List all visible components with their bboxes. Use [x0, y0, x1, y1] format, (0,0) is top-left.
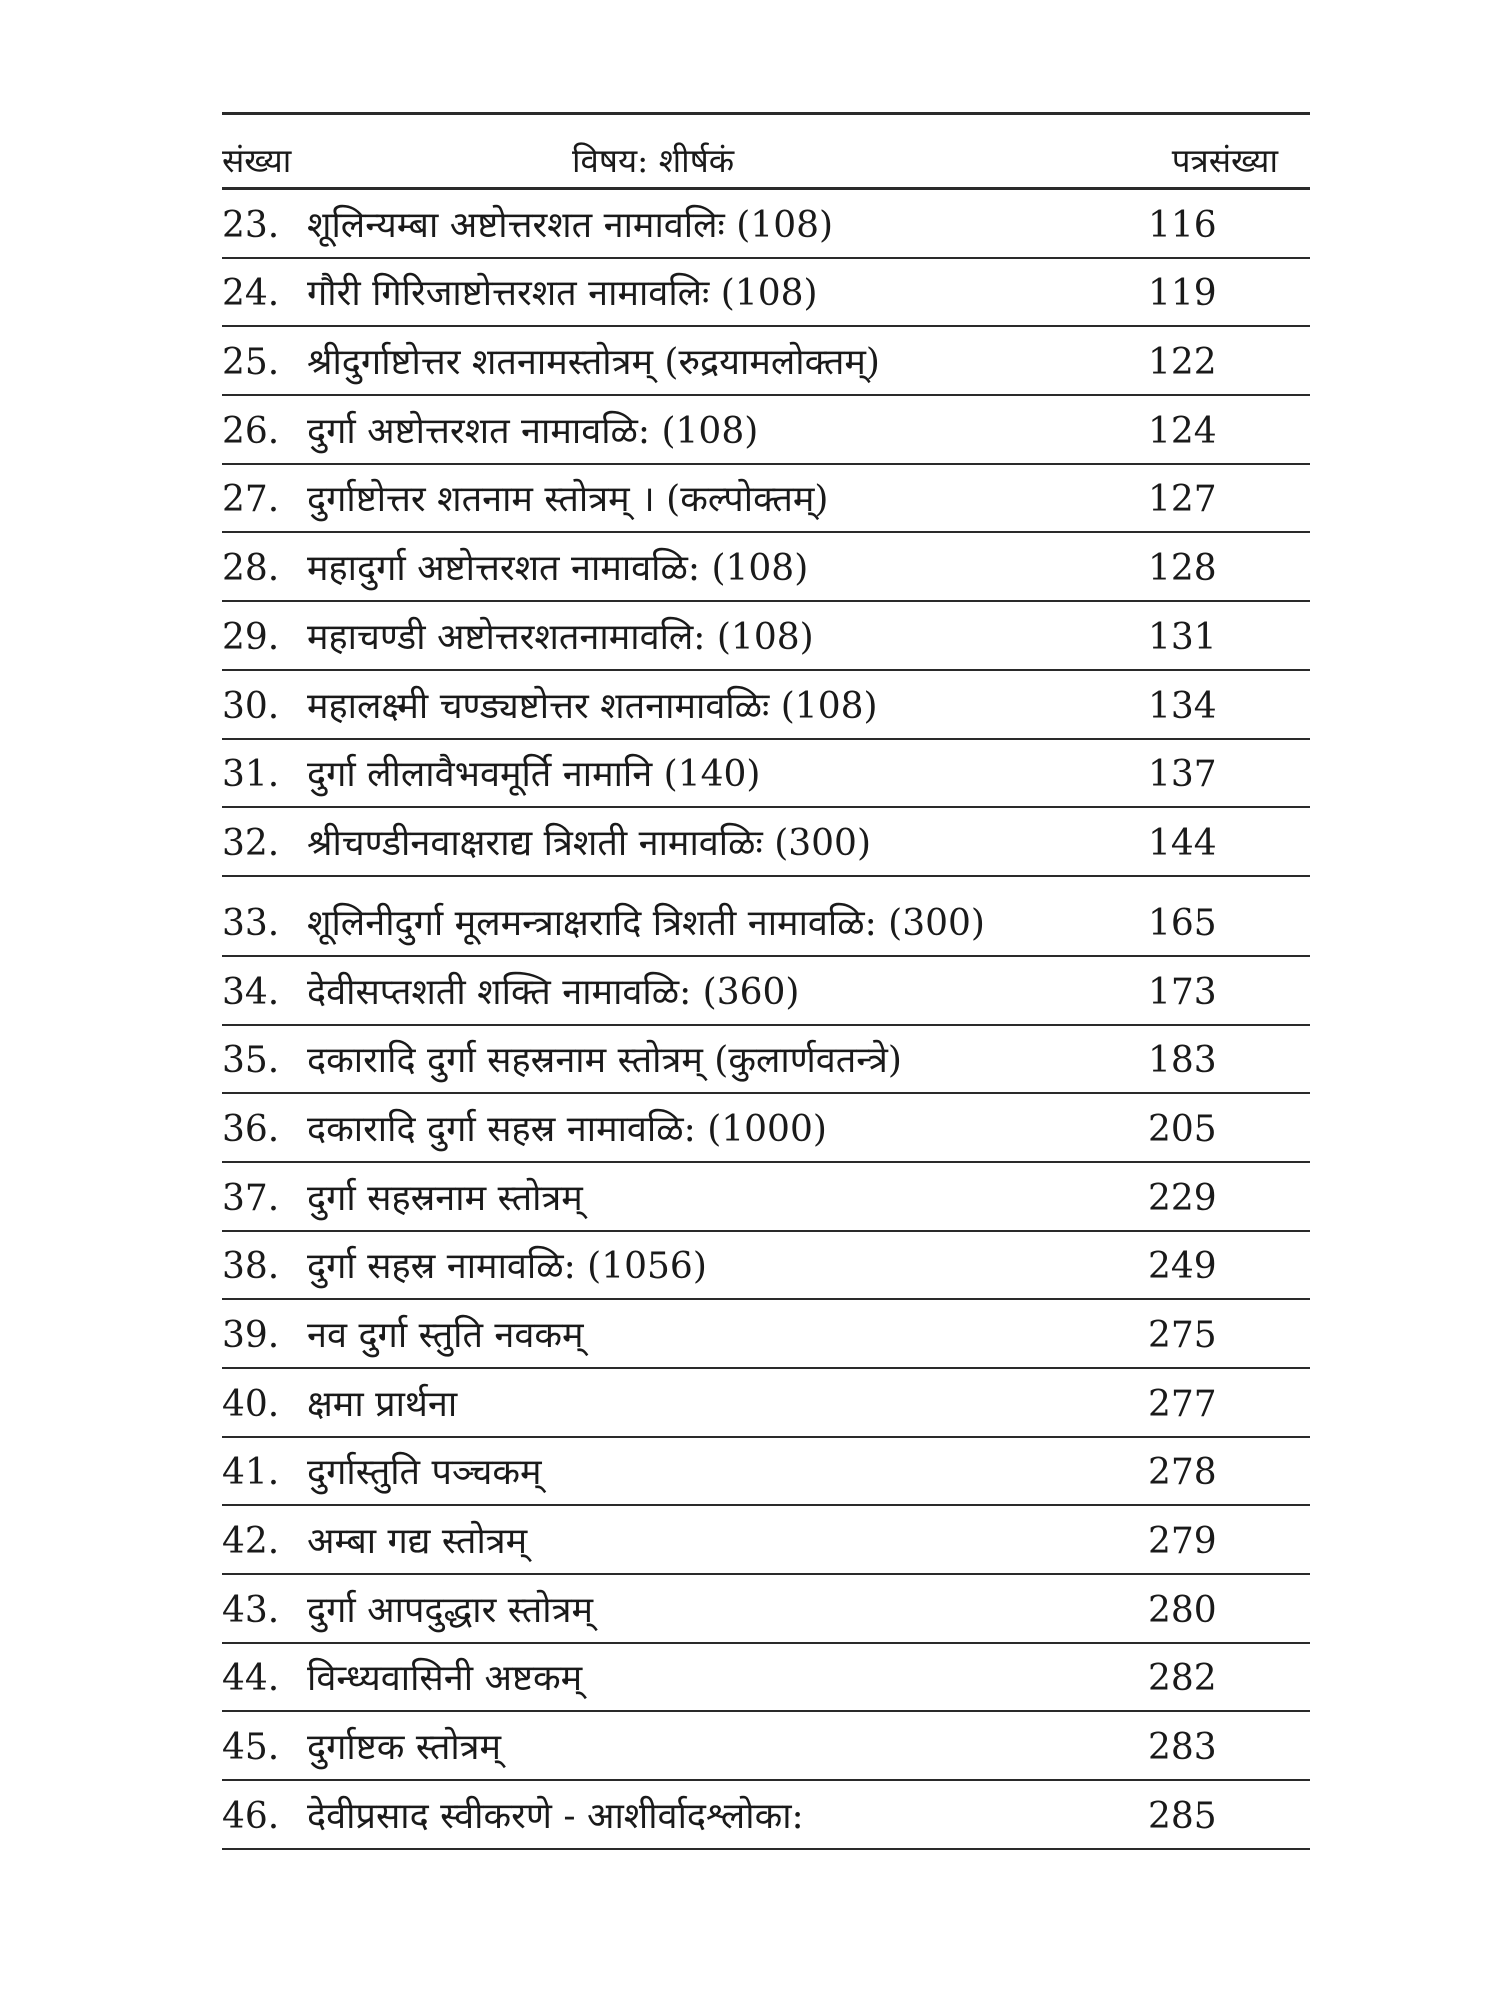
entry-title: श्रीदुर्गाष्टोत्तर शतनामस्तोत्रम् (रुद्रयामलोक्तम्): [307, 342, 880, 384]
entry-title: दुर्गाष्टोत्तर शतनाम स्तोत्रम् । (कल्पोक्तम्): [307, 479, 829, 521]
entry-number: 35.: [222, 1040, 280, 1082]
entry-title: दुर्गा सहस्रनाम स्तोत्रम्: [307, 1177, 583, 1219]
entry-page: 275: [1148, 1315, 1217, 1356]
entry-title: दुर्गा आपदुद्धार स्तोत्रम्: [307, 1589, 594, 1631]
entry-title: दकारादि दुर्गा सहस्र नामावळि: (1000): [307, 1108, 827, 1150]
table-row: [222, 671, 1310, 740]
entry-page: 124: [1148, 410, 1217, 452]
entry-page: 277: [1148, 1383, 1217, 1425]
entry-page: 137: [1148, 754, 1217, 796]
table-header: [222, 137, 1310, 190]
entry-title: दुर्गा सहस्र नामावळि: (1056): [307, 1246, 707, 1288]
table-row: [222, 1644, 1310, 1713]
entry-page: 280: [1148, 1589, 1217, 1631]
table-row: [222, 1781, 1310, 1850]
table-row: [222, 327, 1310, 396]
entry-number: 29.: [222, 616, 280, 658]
entry-page: 279: [1148, 1521, 1217, 1563]
table-row: [222, 1369, 1310, 1438]
table-row: [222, 1438, 1310, 1507]
entry-title: नव दुर्गा स्तुति नवकम्: [307, 1315, 584, 1356]
table-row: [222, 1232, 1310, 1301]
entry-number: 44.: [222, 1658, 280, 1700]
entry-title: श्रीचण्डीनवाक्षराद्य त्रिशती नामावळिः (300): [307, 822, 871, 864]
table-row: [222, 190, 1310, 259]
entry-page: 165: [1148, 902, 1217, 944]
table-row: [222, 1506, 1310, 1575]
entry-title: देवीसप्तशती शक्ति नामावळि: (360): [307, 971, 800, 1013]
entry-title: गौरी गिरिजाष्टोत्तरशत नामावलिः (108): [307, 273, 818, 315]
entry-title: अम्बा गद्य स्तोत्रम्: [307, 1521, 528, 1563]
table-row: [222, 1026, 1310, 1095]
header-number: संख्या: [222, 141, 292, 180]
entry-number: 26.: [222, 410, 280, 452]
entry-title: दकारादि दुर्गा सहस्रनाम स्तोत्रम् (कुलार्णवतन्त्रे): [307, 1040, 902, 1082]
entry-title: विन्ध्यवासिनी अष्टकम्: [307, 1658, 583, 1700]
table-of-contents: [222, 112, 1310, 1850]
entry-number: 32.: [222, 822, 280, 864]
entry-number: 45.: [222, 1727, 280, 1769]
entry-number: 36.: [222, 1108, 280, 1150]
entry-page: 249: [1148, 1246, 1217, 1288]
table-row: [222, 602, 1310, 671]
entry-number: 31.: [222, 754, 280, 796]
entry-page: 131: [1148, 616, 1217, 658]
header-page: पत्रसंख्या: [1171, 141, 1278, 180]
entry-title: देवीप्रसाद स्वीकरणे - आशीर्वादश्लोका:: [307, 1795, 804, 1837]
entry-page: 183: [1148, 1040, 1217, 1082]
table-row: [222, 1094, 1310, 1163]
entry-number: 24.: [222, 273, 280, 315]
entry-page: 119: [1148, 273, 1217, 315]
table-row: [222, 957, 1310, 1026]
entry-page: 173: [1148, 971, 1217, 1013]
entry-number: 30.: [222, 685, 280, 727]
entry-number: 34.: [222, 971, 280, 1013]
entry-number: 28.: [222, 548, 280, 590]
table-row: [222, 740, 1310, 809]
entry-page: 278: [1148, 1452, 1217, 1494]
table-row: [222, 877, 1310, 957]
entry-title: महाचण्डी अष्टोत्तरशतनामावलि: (108): [307, 616, 814, 658]
entry-number: 40.: [222, 1383, 280, 1425]
entry-number: 39.: [222, 1315, 280, 1356]
entry-title: महादुर्गा अष्टोत्तरशत नामावळि: (108): [307, 548, 809, 590]
entry-page: 283: [1148, 1727, 1217, 1769]
entry-title: दुर्गा अष्टोत्तरशत नामावळि: (108): [307, 410, 759, 452]
entry-number: 43.: [222, 1589, 280, 1631]
entry-title: क्षमा प्रार्थना: [307, 1383, 458, 1425]
entry-number: 38.: [222, 1246, 280, 1288]
entry-number: 37.: [222, 1177, 280, 1219]
entry-number: 27.: [222, 479, 280, 521]
entry-number: 25.: [222, 342, 280, 384]
entry-title: दुर्गास्तुति पञ्चकम्: [307, 1452, 542, 1494]
entry-number: 23.: [222, 204, 280, 246]
table-row: [222, 1712, 1310, 1781]
entry-page: 122: [1148, 342, 1217, 384]
table-row: [222, 1300, 1310, 1369]
table-row: [222, 465, 1310, 534]
header-title: विषय: शीर्षकं: [572, 141, 735, 180]
entry-page: 127: [1148, 479, 1217, 521]
entry-title: दुर्गा लीलावैभवमूर्ति नामानि (140): [307, 754, 761, 796]
entry-title: शूलिनीदुर्गा मूलमन्त्राक्षरादि त्रिशती नामावळि: (300): [307, 902, 985, 944]
entry-number: 41.: [222, 1452, 280, 1494]
entry-page: 116: [1148, 204, 1217, 246]
table-row: [222, 1163, 1310, 1232]
entry-title: शूलिन्यम्बा अष्टोत्तरशत नामावलिः (108): [307, 204, 834, 246]
table-row: [222, 1575, 1310, 1644]
entry-page: 134: [1148, 685, 1217, 727]
entry-title: दुर्गाष्टक स्तोत्रम्: [307, 1727, 502, 1769]
entry-title: महालक्ष्मी चण्ड्यष्टोत्तर शतनामावळिः (108): [307, 685, 878, 727]
table-row: [222, 808, 1310, 877]
entry-page: 128: [1148, 548, 1217, 590]
entry-page: 282: [1148, 1658, 1217, 1700]
entry-number: 42.: [222, 1521, 280, 1563]
entry-page: 285: [1148, 1795, 1217, 1837]
entry-page: 205: [1148, 1108, 1217, 1150]
table-row: [222, 533, 1310, 602]
table-row: [222, 259, 1310, 328]
table-row: [222, 396, 1310, 465]
top-rule: [222, 112, 1310, 115]
entry-number: 46.: [222, 1795, 280, 1837]
entry-number: 33.: [222, 902, 280, 944]
entry-page: 229: [1148, 1177, 1217, 1219]
entry-page: 144: [1148, 822, 1217, 864]
